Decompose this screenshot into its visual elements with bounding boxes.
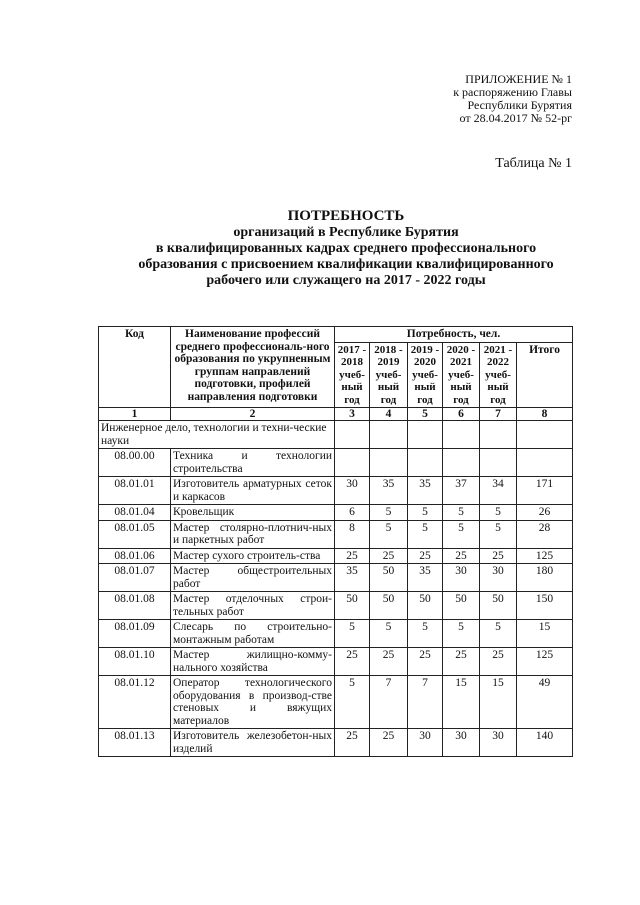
- header-year: 2017 - 2018 учеб-ный год: [335, 342, 370, 408]
- total-value: 28: [517, 520, 573, 548]
- year-value: 5: [443, 620, 480, 648]
- table-row: [99, 648, 573, 676]
- year-value: 6: [335, 505, 370, 521]
- year-value: 25: [408, 548, 443, 564]
- year-value: 25: [370, 729, 408, 757]
- year-value: 30: [443, 729, 480, 757]
- header-total: Итого: [517, 342, 573, 408]
- year-value: 30: [480, 729, 517, 757]
- profession-name: Мастер отделочных строи-тельных работ: [171, 592, 335, 620]
- heading-line-2: в квалифицированных кадрах среднего профессионального: [155, 241, 537, 256]
- year-value: 7: [370, 676, 408, 729]
- year-value: 50: [443, 592, 480, 620]
- year-value: 35: [335, 564, 370, 592]
- year-value: 30: [480, 564, 517, 592]
- profession-code: 08.01.12: [99, 676, 171, 729]
- total-value: 26: [517, 505, 573, 521]
- year-value: 5: [480, 620, 517, 648]
- year-value: [370, 449, 408, 477]
- appendix-republic: Республики Бурятия: [467, 98, 572, 112]
- heading-line-3: образования с присвоением квалификации квалифицированного: [138, 257, 554, 272]
- year-value: 5: [370, 505, 408, 521]
- table-row: [99, 564, 573, 592]
- total-value: 125: [517, 548, 573, 564]
- appendix-title: ПРИЛОЖЕНИЕ № 1: [465, 72, 572, 86]
- year-value: 5: [443, 520, 480, 548]
- column-number: 7: [480, 408, 517, 421]
- year-value: 5: [408, 520, 443, 548]
- year-value: 7: [408, 676, 443, 729]
- section-row: [99, 421, 573, 449]
- column-number: 4: [370, 408, 408, 421]
- year-value: 25: [443, 648, 480, 676]
- year-value: 25: [443, 548, 480, 564]
- year-value: 5: [408, 505, 443, 521]
- profession-name: Кровельщик: [171, 505, 335, 521]
- column-number: 5: [408, 408, 443, 421]
- year-value: 8: [335, 520, 370, 548]
- year-value: 50: [480, 592, 517, 620]
- header-year: 2019 - 2020 учеб-ный год: [408, 342, 443, 408]
- total-value: 180: [517, 564, 573, 592]
- year-value: 5: [370, 620, 408, 648]
- profession-code: 08.01.13: [99, 729, 171, 757]
- year-value: 25: [335, 548, 370, 564]
- profession-name: Техника и технологии строительства: [171, 449, 335, 477]
- year-value: [443, 449, 480, 477]
- heading-line-1: организаций в Республике Бурятия: [233, 225, 459, 240]
- table-row: [99, 729, 573, 757]
- year-value: 37: [443, 477, 480, 505]
- year-value: 15: [443, 676, 480, 729]
- profession-code: 08.01.06: [99, 548, 171, 564]
- header-year: 2021 - 2022 учеб-ный год: [480, 342, 517, 408]
- table-row: [99, 620, 573, 648]
- total-value: 49: [517, 676, 573, 729]
- appendix-block: [453, 73, 572, 125]
- profession-code: 08.01.08: [99, 592, 171, 620]
- table-row: [99, 520, 573, 548]
- appendix-order: к распоряжению Главы: [453, 85, 572, 99]
- demand-table: [98, 326, 573, 757]
- table-row: [99, 676, 573, 729]
- profession-name: Мастер столярно-плотнич-ных и паркетных работ: [171, 520, 335, 548]
- table-cell: [408, 421, 443, 449]
- year-value: 30: [408, 729, 443, 757]
- total-value: 140: [517, 729, 573, 757]
- total-value: [517, 449, 573, 477]
- total-value: 15: [517, 620, 573, 648]
- profession-name: Мастер жилищно-комму-нального хозяйства: [171, 648, 335, 676]
- year-value: 5: [335, 676, 370, 729]
- year-value: 5: [480, 520, 517, 548]
- table-row: [99, 449, 573, 477]
- year-value: [335, 449, 370, 477]
- year-value: 35: [408, 477, 443, 505]
- year-value: 5: [480, 505, 517, 521]
- table-row: [99, 548, 573, 564]
- profession-code: 08.01.01: [99, 477, 171, 505]
- year-value: [408, 449, 443, 477]
- column-number-row: [99, 408, 573, 421]
- column-number: 8: [517, 408, 573, 421]
- table-cell: [443, 421, 480, 449]
- total-value: 150: [517, 592, 573, 620]
- profession-code: 08.01.04: [99, 505, 171, 521]
- year-value: 35: [408, 564, 443, 592]
- profession-code: 08.01.10: [99, 648, 171, 676]
- year-value: 15: [480, 676, 517, 729]
- table-row: [99, 505, 573, 521]
- appendix-date: от 28.04.2017 № 52-рг: [459, 111, 572, 125]
- year-value: 25: [335, 648, 370, 676]
- table-cell: [335, 421, 370, 449]
- profession-code: 08.01.05: [99, 520, 171, 548]
- section-title: Инженерное дело, технологии и техни-ческие науки: [99, 421, 335, 449]
- year-value: [480, 449, 517, 477]
- year-value: 50: [335, 592, 370, 620]
- total-value: 125: [517, 648, 573, 676]
- header-need: Потребность, чел.: [335, 327, 573, 343]
- table-row: [99, 592, 573, 620]
- year-value: 30: [335, 477, 370, 505]
- profession-name: Оператор технологического оборудования в производ-стве стеновых и вяжущих материалов: [171, 676, 335, 729]
- header-row-1: [99, 327, 573, 343]
- profession-name: Мастер общестроительных работ: [171, 564, 335, 592]
- table-number: Таблица № 1: [495, 156, 572, 171]
- table-cell: [517, 421, 573, 449]
- column-number: 2: [171, 408, 335, 421]
- year-value: 25: [480, 548, 517, 564]
- column-number: 3: [335, 408, 370, 421]
- header-name: Наименование профессий среднего профессиональ-ного образования по укрупненным группам направлений подготовки, профилей направления подготовки: [171, 327, 335, 408]
- year-value: 34: [480, 477, 517, 505]
- table-cell: [480, 421, 517, 449]
- table-row: [99, 477, 573, 505]
- year-value: 25: [480, 648, 517, 676]
- year-value: 30: [443, 564, 480, 592]
- year-value: 25: [408, 648, 443, 676]
- year-value: 35: [370, 477, 408, 505]
- year-value: 25: [370, 648, 408, 676]
- profession-name: Изготовитель железобетон-ных изделий: [171, 729, 335, 757]
- year-value: 5: [335, 620, 370, 648]
- year-value: 5: [443, 505, 480, 521]
- header-code: Код: [99, 327, 171, 408]
- profession-name: Слесарь по строительно-монтажным работам: [171, 620, 335, 648]
- year-value: 50: [408, 592, 443, 620]
- heading-title: ПОТРЕБНОСТЬ: [287, 208, 405, 224]
- profession-code: 08.00.00: [99, 449, 171, 477]
- total-value: 171: [517, 477, 573, 505]
- year-value: 50: [370, 592, 408, 620]
- year-value: 5: [370, 520, 408, 548]
- column-number: 6: [443, 408, 480, 421]
- document-heading: [96, 208, 596, 289]
- profession-code: 08.01.07: [99, 564, 171, 592]
- year-value: 5: [408, 620, 443, 648]
- header-year: 2018 - 2019 учеб-ный год: [370, 342, 408, 408]
- column-number: 1: [99, 408, 171, 421]
- year-value: 50: [370, 564, 408, 592]
- profession-name: Изготовитель арматурных сеток и каркасов: [171, 477, 335, 505]
- year-value: 25: [370, 548, 408, 564]
- year-value: 25: [335, 729, 370, 757]
- header-year: 2020 - 2021 учеб-ный год: [443, 342, 480, 408]
- profession-name: Мастер сухого строитель-ства: [171, 548, 335, 564]
- table-cell: [370, 421, 408, 449]
- profession-code: 08.01.09: [99, 620, 171, 648]
- heading-line-4: рабочего или служащего на 2017 - 2022 годы: [206, 273, 486, 288]
